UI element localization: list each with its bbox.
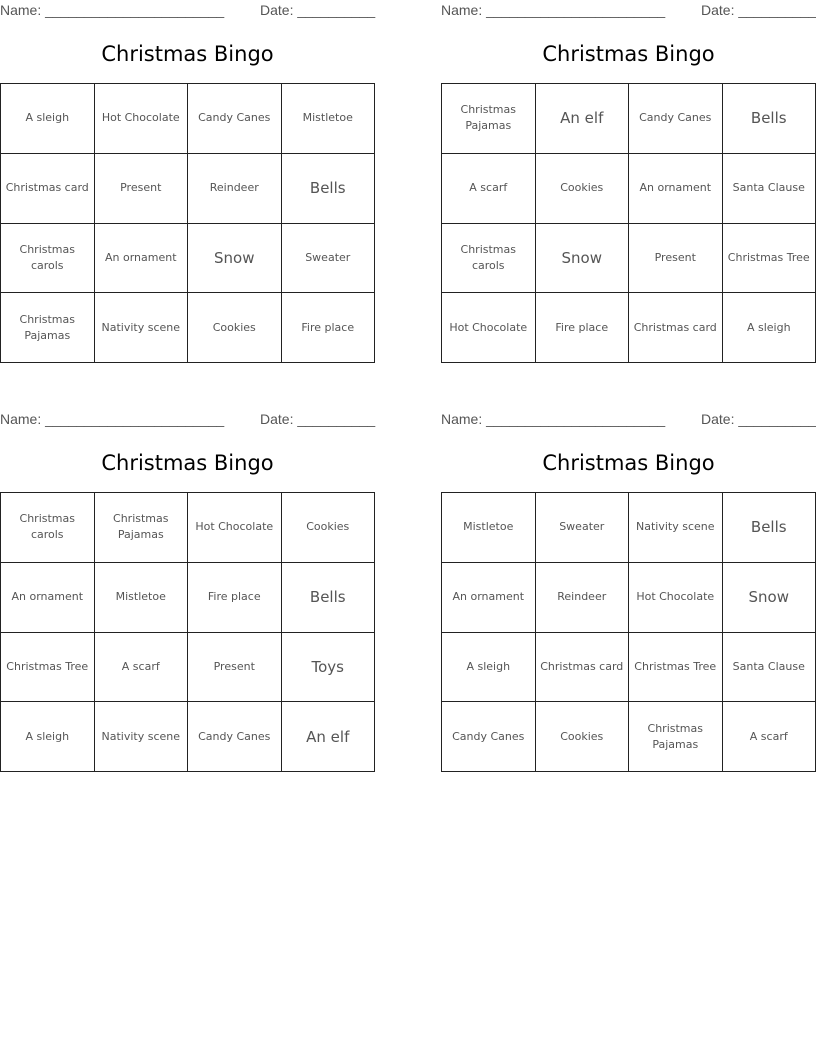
bingo-cell: Santa Clause bbox=[722, 153, 816, 223]
bingo-cell: Sweater bbox=[281, 223, 375, 293]
bingo-cell: Hot Chocolate bbox=[94, 84, 188, 154]
bingo-cell: Snow bbox=[535, 223, 629, 293]
bingo-cell: Fire place bbox=[535, 293, 629, 363]
bingo-grid bbox=[0, 492, 375, 772]
bingo-cell: Christmas card bbox=[535, 632, 629, 702]
bingo-cell: Cookies bbox=[188, 293, 282, 363]
name-field: Name: _______________________ bbox=[441, 411, 666, 427]
bingo-cell: Present bbox=[94, 153, 188, 223]
bingo-card bbox=[441, 409, 816, 751]
bingo-cell: Nativity scene bbox=[629, 493, 723, 563]
card-header bbox=[0, 0, 375, 22]
bingo-cell: Fire place bbox=[188, 562, 282, 632]
bingo-cell: Christmas card bbox=[629, 293, 723, 363]
bingo-cell: An ornament bbox=[629, 153, 723, 223]
bingo-cell: An ornament bbox=[94, 223, 188, 293]
date-field: Date: __________ bbox=[701, 2, 816, 18]
bingo-cell: Christmas Tree bbox=[722, 223, 816, 293]
bingo-cell: Mistletoe bbox=[94, 562, 188, 632]
date-field: Date: __________ bbox=[260, 2, 376, 18]
bingo-cell: Candy Canes bbox=[188, 702, 282, 772]
bingo-cell: Candy Canes bbox=[629, 84, 723, 154]
bingo-cell: Christmas Pajamas bbox=[1, 293, 95, 363]
bingo-cell: Christmas Tree bbox=[629, 632, 723, 702]
bingo-cell: Christmas carols bbox=[1, 493, 95, 563]
card-title: Christmas Bingo bbox=[101, 42, 274, 66]
bingo-cell: A sleigh bbox=[1, 84, 95, 154]
bingo-cell: Christmas Pajamas bbox=[94, 493, 188, 563]
bingo-grid bbox=[441, 83, 816, 363]
card-header bbox=[441, 0, 816, 22]
bingo-cell: Cookies bbox=[535, 702, 629, 772]
bingo-cell: A scarf bbox=[94, 632, 188, 702]
bingo-cell: A sleigh bbox=[442, 632, 536, 702]
bingo-cell: Bells bbox=[722, 493, 816, 563]
bingo-cell: An ornament bbox=[1, 562, 95, 632]
bingo-cell: Reindeer bbox=[188, 153, 282, 223]
bingo-cell: Bells bbox=[281, 562, 375, 632]
bingo-cell: A sleigh bbox=[1, 702, 95, 772]
bingo-cell: Bells bbox=[722, 84, 816, 154]
bingo-grid bbox=[0, 83, 375, 363]
bingo-cell: Mistletoe bbox=[442, 493, 536, 563]
bingo-cell: Hot Chocolate bbox=[442, 293, 536, 363]
name-field: Name: _______________________ bbox=[0, 2, 225, 18]
card-title: Christmas Bingo bbox=[542, 451, 715, 475]
bingo-cell: Candy Canes bbox=[188, 84, 282, 154]
bingo-cell: Toys bbox=[281, 632, 375, 702]
card-header bbox=[441, 409, 816, 431]
bingo-cell: Cookies bbox=[281, 493, 375, 563]
bingo-cell: A sleigh bbox=[722, 293, 816, 363]
bingo-cell: Candy Canes bbox=[442, 702, 536, 772]
bingo-card bbox=[0, 0, 376, 342]
bingo-cell: A scarf bbox=[442, 153, 536, 223]
bingo-cell: Nativity scene bbox=[94, 702, 188, 772]
bingo-cell: Mistletoe bbox=[281, 84, 375, 154]
bingo-cell: Christmas Pajamas bbox=[629, 702, 723, 772]
bingo-cell: Christmas carols bbox=[442, 223, 536, 293]
bingo-cell: Snow bbox=[722, 562, 816, 632]
bingo-cell: Christmas carols bbox=[1, 223, 95, 293]
name-field: Name: _______________________ bbox=[0, 411, 225, 427]
bingo-cell: Christmas Tree bbox=[1, 632, 95, 702]
bingo-cell: Reindeer bbox=[535, 562, 629, 632]
bingo-cell: Sweater bbox=[535, 493, 629, 563]
bingo-cell: Hot Chocolate bbox=[629, 562, 723, 632]
date-field: Date: __________ bbox=[260, 411, 376, 427]
bingo-cell: Bells bbox=[281, 153, 375, 223]
name-field: Name: _______________________ bbox=[441, 2, 666, 18]
bingo-cell: An ornament bbox=[442, 562, 536, 632]
bingo-cell: Present bbox=[188, 632, 282, 702]
bingo-card bbox=[441, 0, 816, 334]
bingo-cell: Santa Clause bbox=[722, 632, 816, 702]
bingo-cell: Cookies bbox=[535, 153, 629, 223]
bingo-grid bbox=[441, 492, 816, 772]
bingo-cell: A scarf bbox=[722, 702, 816, 772]
bingo-cell: Hot Chocolate bbox=[188, 493, 282, 563]
card-title: Christmas Bingo bbox=[101, 451, 274, 475]
bingo-cell: An elf bbox=[281, 702, 375, 772]
bingo-cell: An elf bbox=[535, 84, 629, 154]
bingo-cell: Present bbox=[629, 223, 723, 293]
bingo-cell: Christmas card bbox=[1, 153, 95, 223]
bingo-cell: Christmas Pajamas bbox=[442, 84, 536, 154]
bingo-card bbox=[0, 409, 376, 746]
card-title: Christmas Bingo bbox=[542, 42, 715, 66]
date-field: Date: __________ bbox=[701, 411, 816, 427]
bingo-cell: Fire place bbox=[281, 293, 375, 363]
bingo-cell: Nativity scene bbox=[94, 293, 188, 363]
bingo-cell: Snow bbox=[188, 223, 282, 293]
card-header bbox=[0, 409, 375, 431]
